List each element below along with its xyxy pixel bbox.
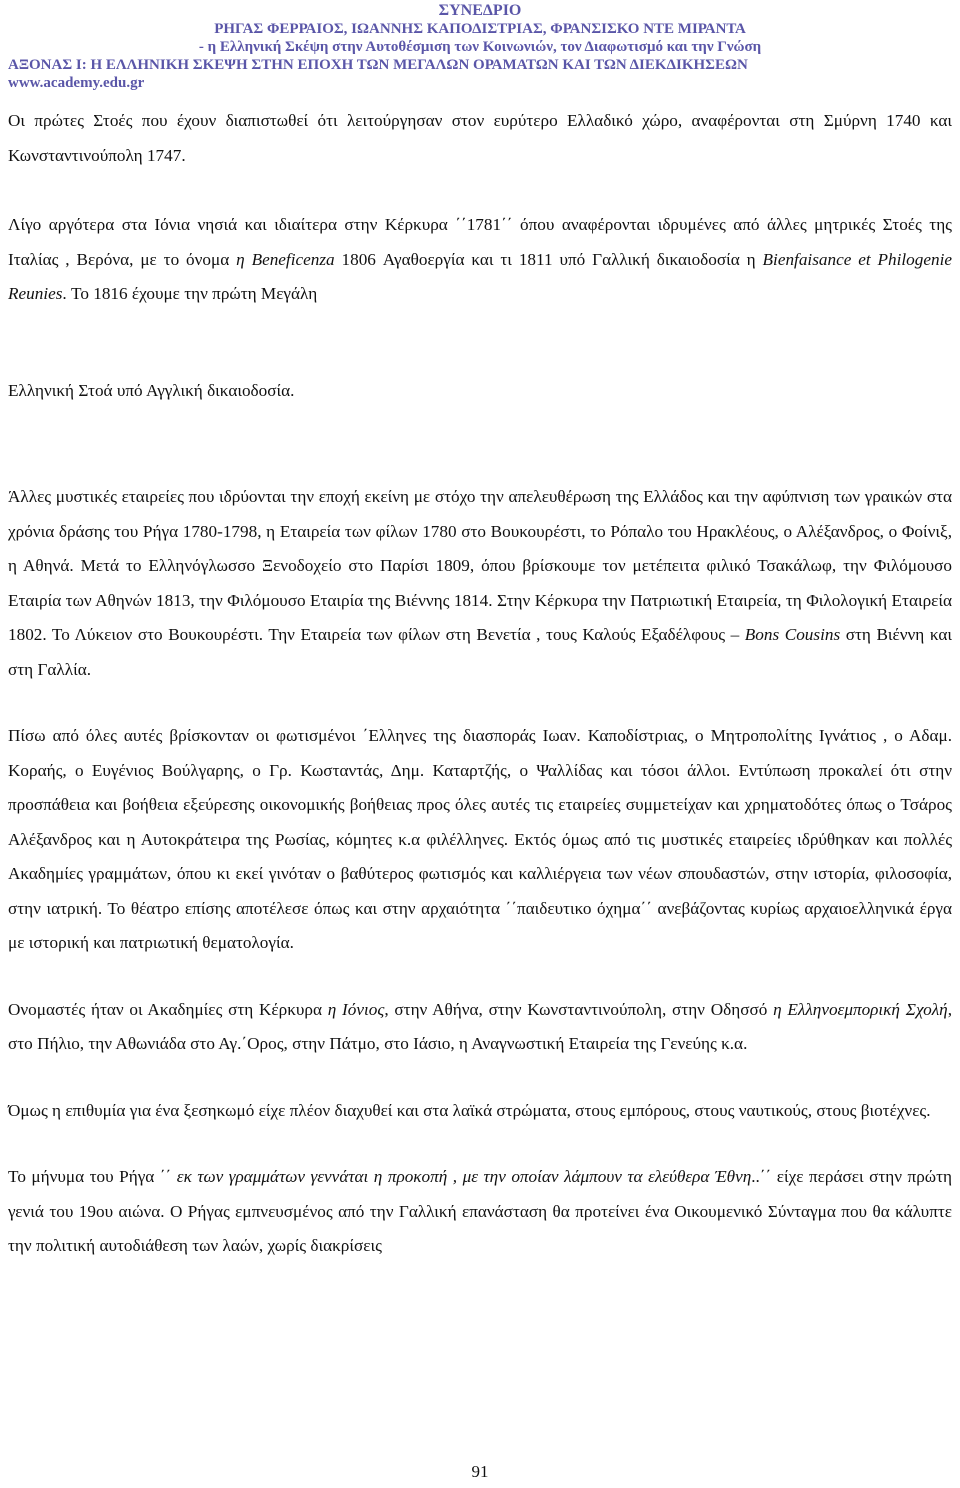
paragraph-2-italic-2: Bienfaisance et Philogenie Reunies bbox=[8, 249, 952, 303]
paragraph-3: Ελληνική Στοά υπό Αγγλική δικαιοδοσία. bbox=[8, 380, 295, 400]
paragraph-8-italic-1: εκ των γραμμάτων γεννάται η προκοπή , με την οποίαν λάμπουν τα ελεύθερα Έθνη bbox=[176, 1167, 752, 1186]
paragraph-4-text-1: Άλλες μυστικές εταιρείες που ιδρύονται την εποχή εκείνη με στόχο την απελευθέρωση της Ελλάδος και την αφύπνιση των γραικών στα χρόνια δράσης του Ρήγα 1780-1798, η Εταιρεία των φίλων 1780 στο Βουκουρέστι, το Ρόπαλο του Ηρακλέους, ο Αλέξανδρος, ο Φοίνιξ, η Αθηνά. Μετά το Ελληνόγλωσσο Ξενοδοχείο στο Παρίσι 1809, όπου βρίσκουμε τον μετέπειτα φιλικό Τσακάλωφ, την Φιλόμουσο Εταιρία των Αθηνών 1813, την Φιλόμουσο Εταιρία της Βιέννης 1814. Στην Κέρκυρα την Πατριωτική Εταιρεία, τη Φιλολογική Εταιρεία 1802. Το Λύκειον στο Βουκουρέστι. Την Εταιρεία των φίλων στη Βενετία , τους Καλούς Εξαδέλφους – bbox=[8, 487, 952, 644]
paragraph-2 bbox=[8, 208, 952, 312]
paragraph-2-italic-1: η Beneficenza bbox=[236, 249, 335, 269]
paragraph-6-italic-1: η Ιόνιος bbox=[327, 999, 385, 1019]
paragraph-6-text-3: , στο Πήλιο, την Αθωνιάδα στο Αγ.΄Ορος, στην Πάτμο, στο Ιάσιο, η Αναγνωστική Εταιρεία της Γενεύης κ.α. bbox=[8, 999, 952, 1053]
paragraph-6-text-2: , στην Αθήνα, στην Κωνσταντινούπολη, στην Οδησσό bbox=[384, 999, 774, 1019]
conference-names: ΡΗΓΑΣ ΦΕΡΡΑΙΟΣ, ΙΩΑΝΝΗΣ ΚΑΠΟΔΙΣΤΡΙΑΣ, ΦΡΑΝΣΙΣΚΟ ΝΤΕ ΜΙΡΑΝΤΑ bbox=[214, 21, 746, 37]
paragraph-8 bbox=[8, 1160, 952, 1264]
paragraph-6-text-1: Ονομαστές ήταν οι Ακαδημίες στη Κέρκυρα bbox=[8, 999, 328, 1019]
paragraph-7: Όμως η επιθυμία για ένα ξεσηκωμό είχε πλέον διαχυθεί και στα λαϊκά στρώματα, στους εμπόρους, στους ναυτικούς, στους βιοτέχνες. bbox=[8, 1100, 931, 1120]
paragraph-8-text-2: ..΄΄ είχε περάσει στην πρώτη γενιά του 19ου αιώνα. Ο Ρήγας εμπνευσμένος από την Γαλλική επανάσταση θα προτείνει ένα Οικουμενικό Σύνταγμα που θα κάλυπτε την πολιτική αυτοδιάθεση των λαών, χωρίς διακρίσεις bbox=[8, 1167, 952, 1255]
paragraph-1: Οι πρώτες Στοές που έχουν διαπιστωθεί ότι λειτούργησαν στον ευρύτερο Ελλαδικό χώρο, αναφέρονται στη Σμύρνη 1740 και Κωνσταντινούπολη 1747. bbox=[8, 111, 952, 165]
paragraph-4-italic-1: Bons Cousins bbox=[744, 625, 841, 644]
paragraph-6 bbox=[8, 993, 952, 1062]
paragraph-2-text-1: Λίγο αργότερα στα Ιόνια νησιά και ιδιαίτερα στην Κέρκυρα ΄΄1781΄΄ όπου αναφέρονται ιδρυμένες από άλλες μητρικές Στοές της Ιταλίας , Βερόνα, με το όνομα bbox=[8, 215, 952, 269]
paragraph-8-text-1: Το μήνυμα του Ρήγα ΄΄ bbox=[8, 1167, 177, 1186]
paragraph-4 bbox=[8, 480, 952, 687]
page-number: 91 bbox=[471, 1462, 489, 1481]
paragraph-2-text-3: . Το 1816 έχουμε την πρώτη Μεγάλη bbox=[62, 284, 318, 303]
paragraph-2-text-2: 1806 Αγαθοεργία και τι 1811 υπό Γαλλική δικαιοδοσία η bbox=[334, 249, 763, 269]
paragraph-4-text-2: στη Βιέννη και στη Γαλλία. bbox=[8, 625, 952, 679]
paragraph-6-italic-2: η Ελληνοεμπορική Σχολή bbox=[773, 999, 948, 1019]
conference-subtitle: - η Ελληνική Σκέψη στην Αυτοθέσμιση των Κοινωνιών, τον Διαφωτισμό και την Γνώση bbox=[198, 39, 762, 55]
document-body bbox=[8, 104, 952, 1264]
document-header bbox=[0, 2, 960, 92]
paragraph-5: Πίσω από όλες αυτές βρίσκονταν οι φωτισμένοι ΄Ελληνες της διασποράς Ιωαν. Καποδίστριας, ο Μητροπολίτης Ιγνάτιος , ο Αδαμ. Κοραής, ο Ευγένιος Βούλγαρης, ο Γρ. Κωσταντάς, Δημ. Καταρτζής, ο Ψαλλίδας και τόσοι άλλοι. Εντύπωση προκαλεί ότι στην προσπάθεια και βοήθεια εξεύρεσης οικονομικής βοήθειας προς όλες αυτές τις εταιρείες συμμετείχαν και χρηματοδότες όπως ο Τσάρος Αλέξανδρος και η Αυτοκράτειρα της Ρωσίας, κόμητες κ.α φιλέλληνες. Εκτός όμως από τις μυστικές εταιρείες ιδρύθηκαν και πολλές Ακαδημίες γραμμάτων, όπου κι εκεί γινόταν ο βαθύτερος φωτισμός και καλλιέργεια των νέων σπουδαστών, στην ιστορία, φιλοσοφία, στην ιατρική. Το θέατρο επίσης αποτέλεσε όπως και στην αρχαιότητα ΄΄παιδευτικο όχημα΄΄ ανεβάζοντας κυρίως αρχαιοελληνικά έργα με ιστορική και πατριωτική θεματολογία. bbox=[8, 726, 952, 952]
conference-title: ΣΥΝΕΔΡΙΟ bbox=[438, 2, 522, 19]
conference-axis: ΑΞΟΝΑΣ Ι: Η ΕΛΛΗΝΙΚΗ ΣΚΕΨΗ ΣΤΗΝ ΕΠΟΧΗ ΤΩΝ ΜΕΓΑΛΩΝ ΟΡΑΜΑΤΩΝ ΚΑΙ ΤΩΝ ΔΙΕΚΔΙΚΗΣΕΩΝ bbox=[8, 57, 748, 73]
website-link[interactable]: www.academy.edu.gr bbox=[8, 75, 145, 91]
